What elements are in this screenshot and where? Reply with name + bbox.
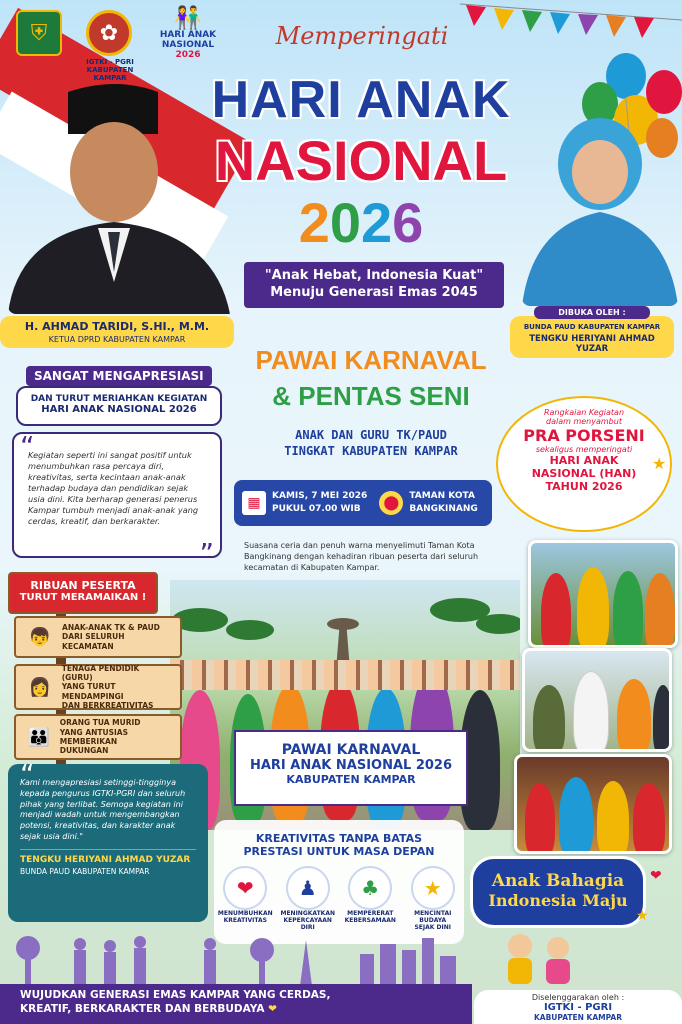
- closing-quote-box: “ Kami mengapresiasi setinggi-tingginya kepada pengurus IGTKI-PGRI dan seluruh pihak yang terlibat. Semoga kegiatan ini menjadi wadah untuk mengembangkan potensi, kreativitas, dan karakter anak sejak usia dini." TENGKU HERIYANI AHMAD YUZAR BUNDA PAUD KABUPATEN KAMPAR: [8, 764, 208, 922]
- photo-profession-costumes: [522, 648, 672, 752]
- title-line1: HARI ANAK: [211, 71, 511, 129]
- appreciation-quote-box: “ Kegiatan seperti ini sangat positif untuk menumbuhkan rasa percaya diri, kreativitas, serta kecintaan anak-anak terhadap budaya dan pendidikan sejak usia dini. Kita berharap generasi penerus Kampar tumbuh menjadi anak-anak yang cerdas, kreatif, dan berkarakter. ”: [12, 432, 222, 558]
- official-photo-left: [8, 82, 236, 314]
- creativity-panel: KREATIVITAS TANPA BATAS PRESTASI UNTUK MASA DEPAN ❤ MENUMBUHKAN KREATIVITAS ♟ MENINGKATKAN KEPERCAYAAN DIRI ♣ MEMPERERAT KEBERSAMAAN ★ MENCINTAI BUDAYA SEJAK DINI: [214, 820, 464, 944]
- year-digit-4: 6: [392, 191, 424, 254]
- man-portrait-icon: [8, 82, 236, 314]
- feature-culture: ★ MENCINTAI BUDAYA SEJAK DINI: [403, 866, 463, 932]
- children-icon: 👦: [28, 626, 52, 648]
- star-icon: ★: [636, 908, 649, 924]
- heart-icon: ❤: [268, 1003, 277, 1015]
- city-silhouette-icon: [0, 930, 470, 986]
- kampar-crest-icon: ⛨: [16, 10, 62, 56]
- children-illustration: [498, 930, 578, 990]
- porseni-badge: Rangkaian Kegiatan dalam menyambut PRA PORSENI sekaligus memperingati HARI ANAK NASIONAL (HAN) TAHUN 2026: [496, 396, 672, 532]
- person-icon: ♟: [286, 866, 330, 910]
- event-title-line1: PAWAI KARNAVAL: [255, 345, 487, 375]
- right-name-box: DIBUKA OLEH : BUNDA PAUD KABUPATEN KAMPAR TENGKU HERIYANI AHMAD YUZAR: [510, 316, 674, 358]
- heart-icon: ❤: [650, 868, 662, 884]
- event-datetime: KAMIS, 7 MEI 2026 PUKUL 07.00 WIB: [272, 490, 368, 514]
- organizer-box: Diselenggarakan oleh : IGTKI - PGRI KABUPATEN KAMPAR: [474, 990, 682, 1024]
- teacher-icon: 👩: [28, 676, 52, 698]
- han-logo: 👫 HARI ANAK NASIONAL 2026: [159, 6, 217, 60]
- appreciation-subtitle: DAN TURUT MERIAHKAN KEGIATAN HARI ANAK NASIONAL 2026: [16, 386, 222, 426]
- heart-icon: ❤: [223, 866, 267, 910]
- quote-close-icon: ”: [199, 537, 214, 570]
- star-icon: ★: [411, 866, 455, 910]
- appreciation-title: SANGAT MENGAPRESIASI: [26, 366, 212, 386]
- footer-slogan: WUJUDKAN GENERASI EMAS KAMPAR YANG CERDAS, KREATIF, BERKARAKTER DAN BERBUDAYA ❤: [0, 984, 472, 1024]
- feature-creativity: ❤ MENUMBUHKAN KREATIVITAS: [215, 866, 275, 932]
- igtki-logo-text: IGTKI - PGRI KABUPATEN KAMPAR: [86, 58, 134, 82]
- parade-banner: PAWAI KARNAVAL HARI ANAK NASIONAL 2026 KABUPATEN KAMPAR: [234, 730, 468, 806]
- participant-sign-2: 👩 TENAGA PENDIDIK (GURU) YANG TURUT MENDAMPINGI DAN BERKREATIVITAS: [14, 664, 182, 710]
- event-title-line2: & PENTAS SENI: [272, 381, 470, 411]
- woman-portrait-icon: [522, 116, 678, 306]
- family-icon: 👪: [27, 726, 51, 748]
- left-name-box: H. AHMAD TARIDI, S.HI., M.M. KETUA DPRD KABUPATEN KAMPAR: [0, 316, 234, 348]
- event-location: TAMAN KOTA BANGKINANG: [409, 490, 478, 514]
- igtki-logo-icon: ✿: [86, 10, 132, 56]
- event-info-bar: [234, 480, 492, 526]
- year-digit-2: 0: [329, 191, 361, 254]
- official-photo-right: [522, 116, 678, 306]
- bahagia-badge: Anak Bahagia Indonesia Maju: [470, 856, 646, 928]
- feature-confidence: ♟ MENINGKATKAN KEPERCAYAAN DIRI: [278, 866, 338, 932]
- kids-waving-icon: [498, 930, 578, 990]
- year-digit-3: 2: [361, 191, 393, 254]
- event-description: Suasana ceria dan penuh warna menyelimuti Taman Kota Bangkinang dengan kehadiran ribuan peserta dari seluruh kecamatan di Kabupaten Kampar.: [244, 541, 479, 573]
- photo-dance-performance: [514, 754, 672, 854]
- feature-togetherness: ♣ MEMPERERAT KEBERSAMAAN: [340, 866, 400, 932]
- photo-traditional-costumes: [528, 540, 678, 648]
- star-icon: ★: [652, 454, 667, 473]
- participants-title: RIBUAN PESERTA TURUT MERAMAIKAN !: [8, 572, 158, 614]
- quote-open-icon: “: [20, 430, 35, 463]
- participant-sign-1: 👦 ANAK-ANAK TK & PAUD DARI SELURUH KECAMATAN: [14, 616, 182, 658]
- event-subtitle: ANAK DAN GURU TK/PAUD TINGKAT KABUPATEN KAMPAR: [284, 428, 458, 458]
- location-pin-icon: ⬤: [379, 491, 403, 515]
- tagline: "Anak Hebat, Indonesia Kuat" Menuju Generasi Emas 2045: [244, 262, 504, 308]
- participant-sign-3: 👪 ORANG TUA MURID YANG ANTUSIAS MEMBERIKAN DUKUNGAN: [14, 714, 182, 760]
- title-year: [246, 190, 476, 255]
- bunting-icon: [460, 0, 682, 40]
- group-icon: ♣: [348, 866, 392, 910]
- children-icon: 👫: [174, 6, 202, 31]
- year-digit-1: 2: [298, 191, 330, 254]
- title-line2: NASIONAL: [214, 129, 508, 192]
- quote-open-icon: “: [20, 758, 35, 791]
- calendar-icon: ▦: [242, 491, 266, 515]
- memperingati-text: Memperingati: [275, 22, 449, 50]
